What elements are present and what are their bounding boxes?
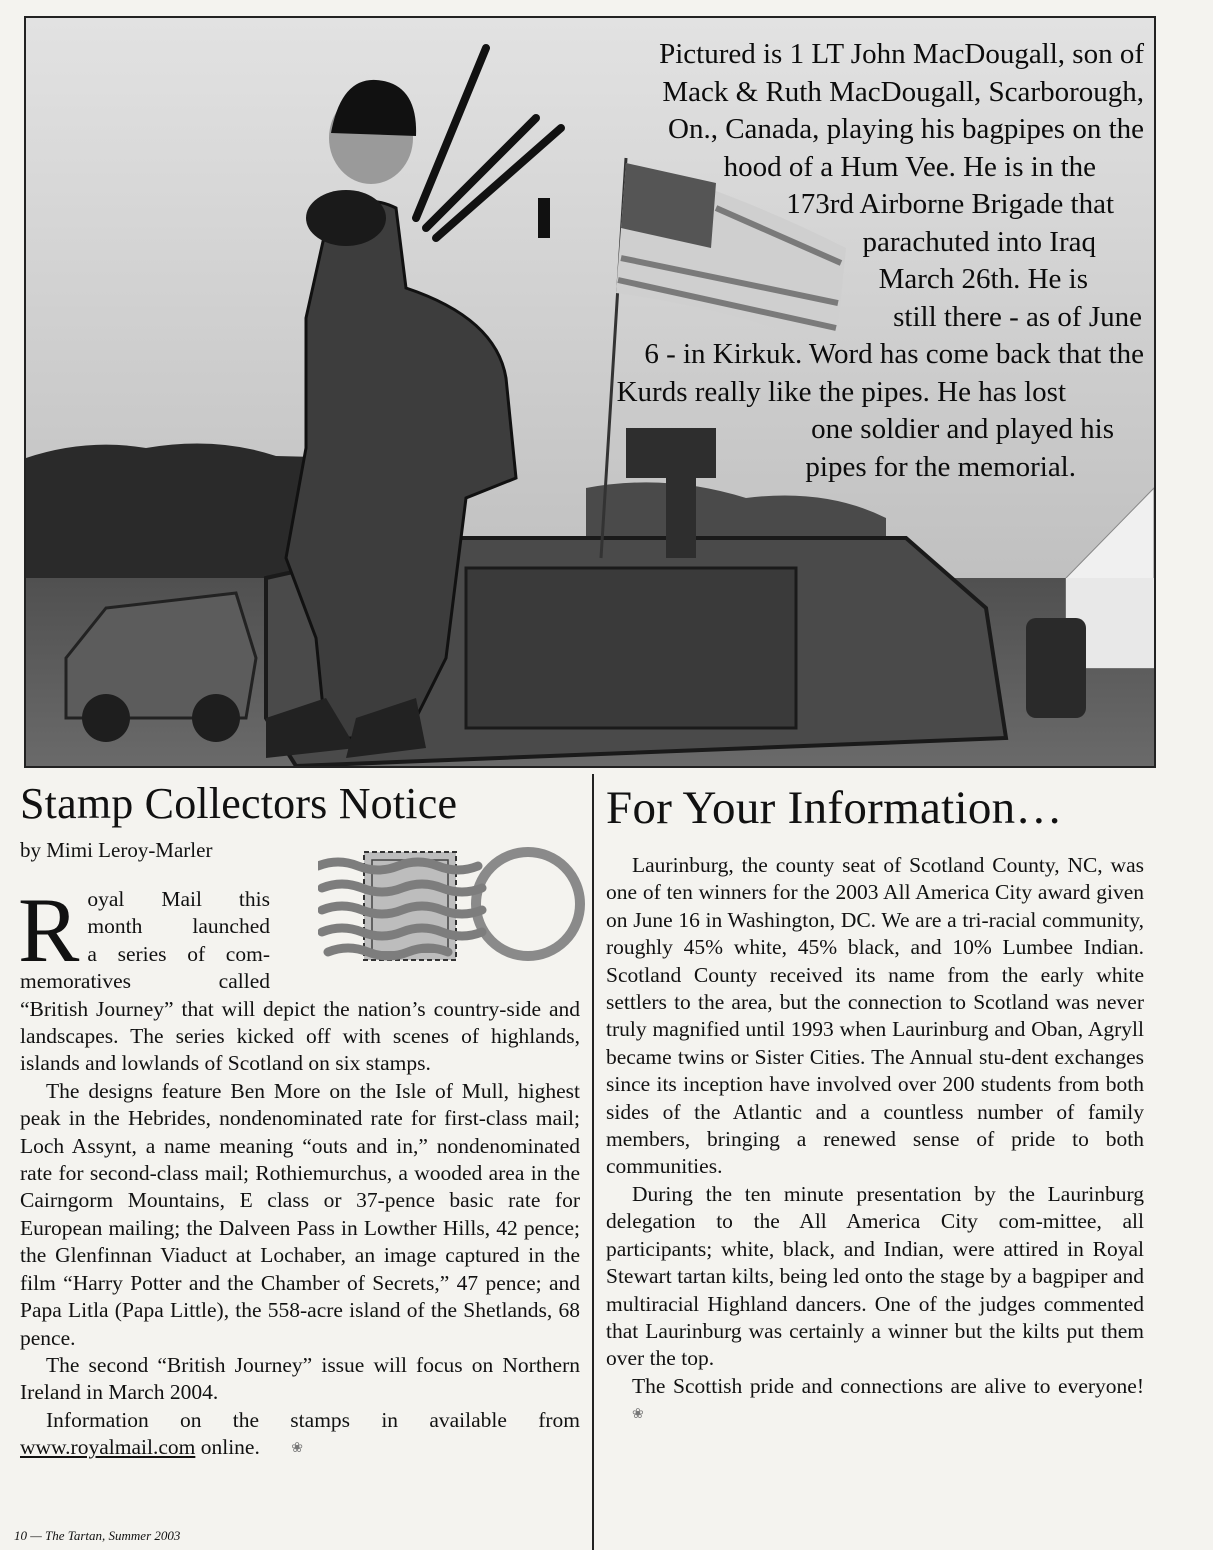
intro-line: a series of com- [87, 941, 270, 966]
caption-line: pipes for the memorial. [805, 450, 1076, 483]
page-footer: 10 — The Tartan, Summer 2003 [14, 1528, 181, 1543]
intro-line: memoratives called [20, 969, 270, 994]
paragraph [20, 1407, 580, 1463]
stamp-article [18, 778, 580, 1460]
royalmail-link[interactable]: www.royalmail.com [20, 1435, 196, 1460]
info-article-body [606, 852, 1144, 1429]
info-text-end: online. [195, 1435, 260, 1460]
stamp-article-title: Stamp Collectors Notice [20, 779, 458, 828]
intro-line: oyal Mail this [87, 887, 270, 911]
info-article-title: For Your Information… [606, 782, 1063, 834]
caption-line: 173rd Airborne Brigade that [786, 188, 1114, 220]
caption-line: parachuted into Iraq [862, 225, 1096, 258]
drop-cap: R [18, 879, 80, 981]
caption-line: still there - as of June [893, 300, 1142, 333]
caption-line: one soldier and played his [811, 413, 1114, 445]
paragraph: The second “British Journey” issue will focus on Northern Ireland in March 2004. [20, 1352, 580, 1405]
caption-line: Pictured is 1 LT John MacDougall, son of [659, 38, 1144, 70]
stamp-article-body [18, 879, 580, 1463]
paragraph: “British Journey” that will depict the nation’s country-side and landscapes. The series kicked off with scenes of highlands, islands and lowlands of Scotland on six stamps. [20, 996, 580, 1076]
paragraph: Laurinburg, the county seat of Scotland County, NC, was one of ten winners for the 2003 All America City award given on June 16 in Washington, DC. We are a tri-racial community, roughly 45% white, 45% black, and 10% Lumbee Indian. Scotland County received its name from the early white settlers to the area, but the connection to Scotland was never truly magnified until 1993 when Laurinburg and Oban, Agryll became twins or Sister Cities. The Annual stu-dent exchanges since its inception have involved over 200 students from both sides of the Atlantic and a countless number of family members, bringing a renewed sense of pride to both communities. [606, 853, 1144, 1179]
thistle-icon: ❀ [632, 1407, 644, 1423]
caption-line: Mack & Ruth MacDougall, Scarborough, [662, 75, 1144, 108]
stamp-article-byline: by Mimi Leroy-Marler [20, 838, 213, 862]
paragraph [606, 1373, 1144, 1429]
intro-line: month launched [87, 914, 270, 939]
paragraph: During the ten minute presentation by the Laurinburg delegation to the All America City com-mittee, all participants; white, black, and Indian, were attired in Royal Stewart tartan kilts, being led onto the stage by a bagpiper and multiracial Highland dancers. One of the judges commented that Laurinburg was certainly a winner but the kilts put them over the top. [606, 1181, 1144, 1371]
closing-text: The Scottish pride and connections are alive to everyone! [632, 1373, 1144, 1398]
caption-line: Kurds really like the pipes. He has lost [616, 375, 1066, 408]
column-divider [592, 774, 594, 1550]
paragraph: The designs feature Ben More on the Isle of Mull, highest peak in the Hebrides, nondenominated rate for first-class mail; Loch Assynt, a name meaning “outs and in,” nondenominated rate for second-class mail; Rothiemurchus, a wooded area in the Cairngorm Mountains, E class or 37-pence basic rate for European mailing; the Dalveen Pass in Lowther Hills, 42 pence; the Glenfinnan Viaduct at Lochaber, an image captured in the film “Harry Potter and the Chamber of Secrets,” 47 pence; and Papa Litla (Papa Little), the 558-acre island of the Shetlands, 68 pence. [20, 1078, 580, 1350]
info-article [606, 778, 1144, 1429]
info-text: Information on the stamps in available from [46, 1407, 580, 1432]
caption-line: March 26th. He is [878, 263, 1088, 295]
caption-line: On., Canada, playing his bagpipes on the [668, 113, 1144, 145]
thistle-icon: ❀ [291, 1441, 303, 1457]
caption-line: hood of a Hum Vee. He is in the [723, 150, 1096, 183]
caption-line: 6 - in Kirkuk. Word has come back that the [644, 338, 1144, 370]
photo-caption [544, 36, 1144, 486]
bagpiper-photo [24, 16, 1156, 768]
